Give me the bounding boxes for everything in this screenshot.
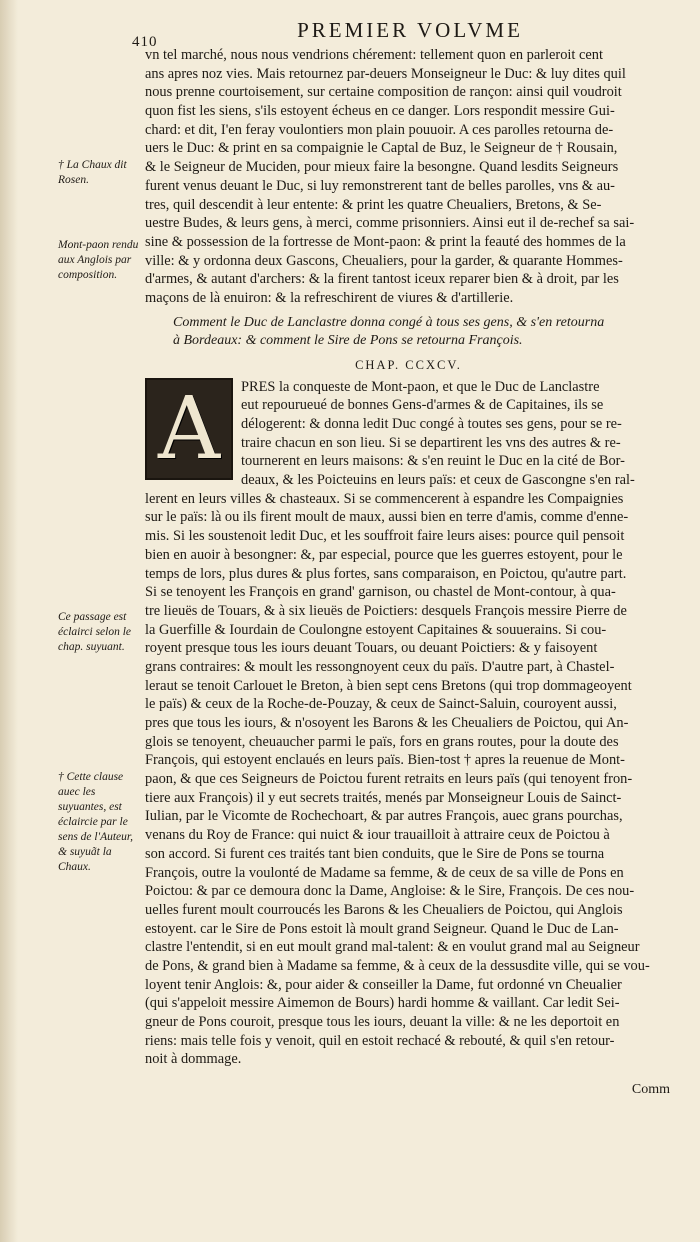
- text-line: Iulian, par le Vicomte de Rochechoart, & par autres François, auec grans pourchas,: [145, 808, 623, 825]
- text-line: maçons de là enuiron: & la refreschirent de viures & d'artillerie.: [145, 289, 514, 306]
- text-line: la Guerfille & Iourdain de Coulongne estoyent Capitaines & souuerains. Si cou-: [145, 621, 607, 638]
- text-line: d'armes, & autant d'archers: & la firent tantost iceux reparer bien & à droit, par les: [145, 271, 619, 288]
- text-line: lerent en leurs villes & chasteaux. Si se commencerent à espandre les Compaignies: [145, 490, 624, 507]
- margin-note-la-chaux: † La Chaux dit Rosen.: [58, 159, 127, 186]
- text-line: nous prenne courtoisement, sur certaine composition de rançon: ainsi quil voudroit: [145, 84, 622, 101]
- page-fold-shadow: [0, 0, 18, 1242]
- page-number: 410: [132, 34, 158, 50]
- catchword: Comm: [631, 1082, 670, 1097]
- text-line: uestre Budes, & leurs gens, à merci, comme prisonniers. Ainsi eut il de-rechef sa sai-: [145, 215, 635, 232]
- text-line: Poictou: & par ce demoura donc la Dame, Angloise: & le Sire, François. De ces nou-: [145, 883, 635, 900]
- text-line: (qui s'appeloit messire Aimemon de Bours) hardi homme & vaillant. Car ledit Sei-: [145, 995, 620, 1012]
- text-line: sur le païs: là ou ils firent moult de maux, aussi bien en terre d'amis, comme d'enne-: [145, 509, 629, 526]
- text-line: sine & possession de la fortresse de Mont-paon: & print la feauté des hommes de la: [145, 233, 626, 250]
- dropcap-block: [145, 378, 672, 490]
- text-line: chard: et dit, I'en feray voulontiers mon plain pouuoir. A ces parolles retourna de-: [145, 121, 614, 138]
- text-line: venans du Roy de France: qui nuict & iour trauailloit à attraire ceux de Poictou à: [145, 827, 610, 844]
- text-line: François, outre la voulonté de Madame sa femme, & de ceux de sa ville de Pons en: [145, 864, 624, 881]
- text-line: uelles furent moult courroucés les Barons & les Cheualiers de Poictou, qui Anglois: [145, 901, 623, 918]
- text-line: paon, & que ces Seigneurs de Poictou furent retraits en leurs païs (qui tenoyent fron-: [145, 771, 633, 788]
- text-line: délogerent: & donna ledit Duc congé à toutes ses gens, pour se re-: [241, 416, 622, 432]
- text-line: estoyent. car le Sire de Pons estoit là moult grand Seigneur. Quand le Duc de Lan-: [145, 920, 619, 937]
- text-line: tre lieuës de Touars, & à six lieuës de Poictiers: desquels François messire Pierre de: [145, 602, 627, 619]
- text-line: clastre l'entendit, si en eut moult grand mal-talent: & en voulut grand mal au Seigneur: [145, 939, 640, 956]
- text-line: Si se tenoyent les François en grand' garnison, ou chastel de Mont-contour, à qua-: [145, 584, 616, 601]
- running-title: PREMIER VOLVME: [297, 18, 523, 42]
- chapter-heading-line: Comment le Duc de Lanclastre donna congé à tous ses gens, & s'en retourna: [173, 314, 605, 330]
- text-line: uers le Duc: & print en sa compaignie le Captal de Buz, le Seigneur de † Rousain,: [145, 140, 618, 157]
- text-line: gneur de Pons couroit, presque tous les iours, deuant la ville: & ne les deportoit en: [145, 1014, 620, 1030]
- text-line: glois se tenoyent, cheuaucher parmi le païs, fors en grans routes, pour la doute des: [145, 733, 619, 750]
- text-line: tiere aux François) il y eut secrets traités, menés par Monseigneur Louis de Sainct-: [145, 789, 622, 806]
- text-line: tournerent en leurs maisons: & s'en reuint le Duc en la cité de Bor-: [241, 453, 625, 470]
- text-line: grans contraires: & moult les ressongnoyent ceux du païs. D'autre part, à Chastel-: [145, 658, 615, 675]
- text-line: tres, quil descendit à leur entente: & print les quatre Cheualiers, Bretons, & Se-: [145, 196, 602, 213]
- ornamental-initial-letter: A: [157, 378, 221, 479]
- text-line: pres que tous les iours, & n'osoyent les Barons & les Cheualiers de Poictou, qui An-: [145, 715, 629, 731]
- text-line: le païs) & ceux de la Roche-de-Pouzay, & ceux de Sainct-Saluin, couroyent aussi,: [145, 696, 617, 713]
- margin-note-passage: Ce passage est éclairci selon le chap. suyuant.: [58, 611, 132, 653]
- text-line: royent presque tous les iours deuant Touars, ou deuant Poictiers: & y faisoyent: [145, 640, 598, 657]
- text-line: PRES la conqueste de Mont-paon, et que le Duc de Lanclastre: [241, 378, 600, 395]
- text-line: eut repourueué de bonnes Gens-d'armes & de Capitaines, ils se: [241, 397, 604, 414]
- text-line: riens: mais telle fois y venoit, quil en estoit rechacé & rebouté, & quil s'en retour-: [145, 1032, 615, 1049]
- text-line: quon fist les siens, s'ils estoyent écheus en ce danger. Lors respondit messire Gui-: [145, 103, 615, 120]
- text-line: de Pons, & grand bien à Madame sa femme, & à ceux de la dessusdite ville, qui se vou-: [145, 957, 650, 974]
- text-line: François, qui estoyent enclaués en leurs païs. Bien-tost † apres la reuenue de Mont-: [145, 752, 625, 769]
- text-line: noit à dommage.: [145, 1051, 242, 1068]
- text-line: mis. Si les soustenoit ledit Duc, et les souffroit faire leurs aises: pource quil pensoit: [145, 528, 625, 545]
- text-line: deaux, & les Poicteuins en leurs païs: et ceux de Gascongne s'en ral-: [241, 472, 635, 489]
- text-line: furent venus deuant le Duc, si luy remonstrerent tant de belles parolles, vns & au-: [145, 177, 615, 194]
- text-line: leraut se tenoit Carlouet le Breton, à bien sept cens Bretons (qui trop dommageoyent: [145, 677, 632, 694]
- text-line: loyent tenir Anglois: &, pour aider & conseiller la Dame, fut ordonné vn Cheualier: [145, 976, 622, 993]
- margin-note-mont-paon: Mont-paon rendu aux Anglois par composition.: [58, 239, 139, 281]
- ornamental-initial: [145, 378, 233, 480]
- text-line: ville: & y ordonna deux Gascons, Cheualiers, pour la garder, & quarante Hommes-: [145, 252, 623, 269]
- text-line: bien en auoir à besongner: &, par especial, pource que les guerres estoyent, pour le: [145, 546, 623, 563]
- chapter-heading-line: à Bordeaux: & comment le Sire de Pons se retourna François.: [173, 332, 523, 348]
- text-line: & le Seigneur de Muciden, pour mieux faire la besongne. Quand lesdits Seigneurs: [145, 159, 619, 176]
- text-line: son accord. Si furent ces traités tant bien conduits, que le Sire de Pons se tourna: [145, 845, 605, 862]
- text-line: vn tel marché, nous nous vendrions chérement: tellement quon en parleroit cent: [145, 47, 603, 63]
- text-line: temps de lors, plus dures & plus fortes, sans comparaison, en Poictou, qu'autre part.: [145, 565, 627, 582]
- text-line: ans apres noz vies. Mais retournez par-deuers Monseigneur le Duc: & luy dites quil: [145, 65, 626, 82]
- margin-note-clause: † Cette clause auec les suyuantes, est éclaircie par le sens de l'Auteur, & suyuãt la Chaux.: [58, 771, 133, 873]
- body-text: [145, 46, 672, 1069]
- chapter-number: CHAP. CCXCV.: [355, 357, 462, 372]
- text-line: traire chacun en son lieu. Si se departirent les vns des autres & re-: [241, 434, 621, 451]
